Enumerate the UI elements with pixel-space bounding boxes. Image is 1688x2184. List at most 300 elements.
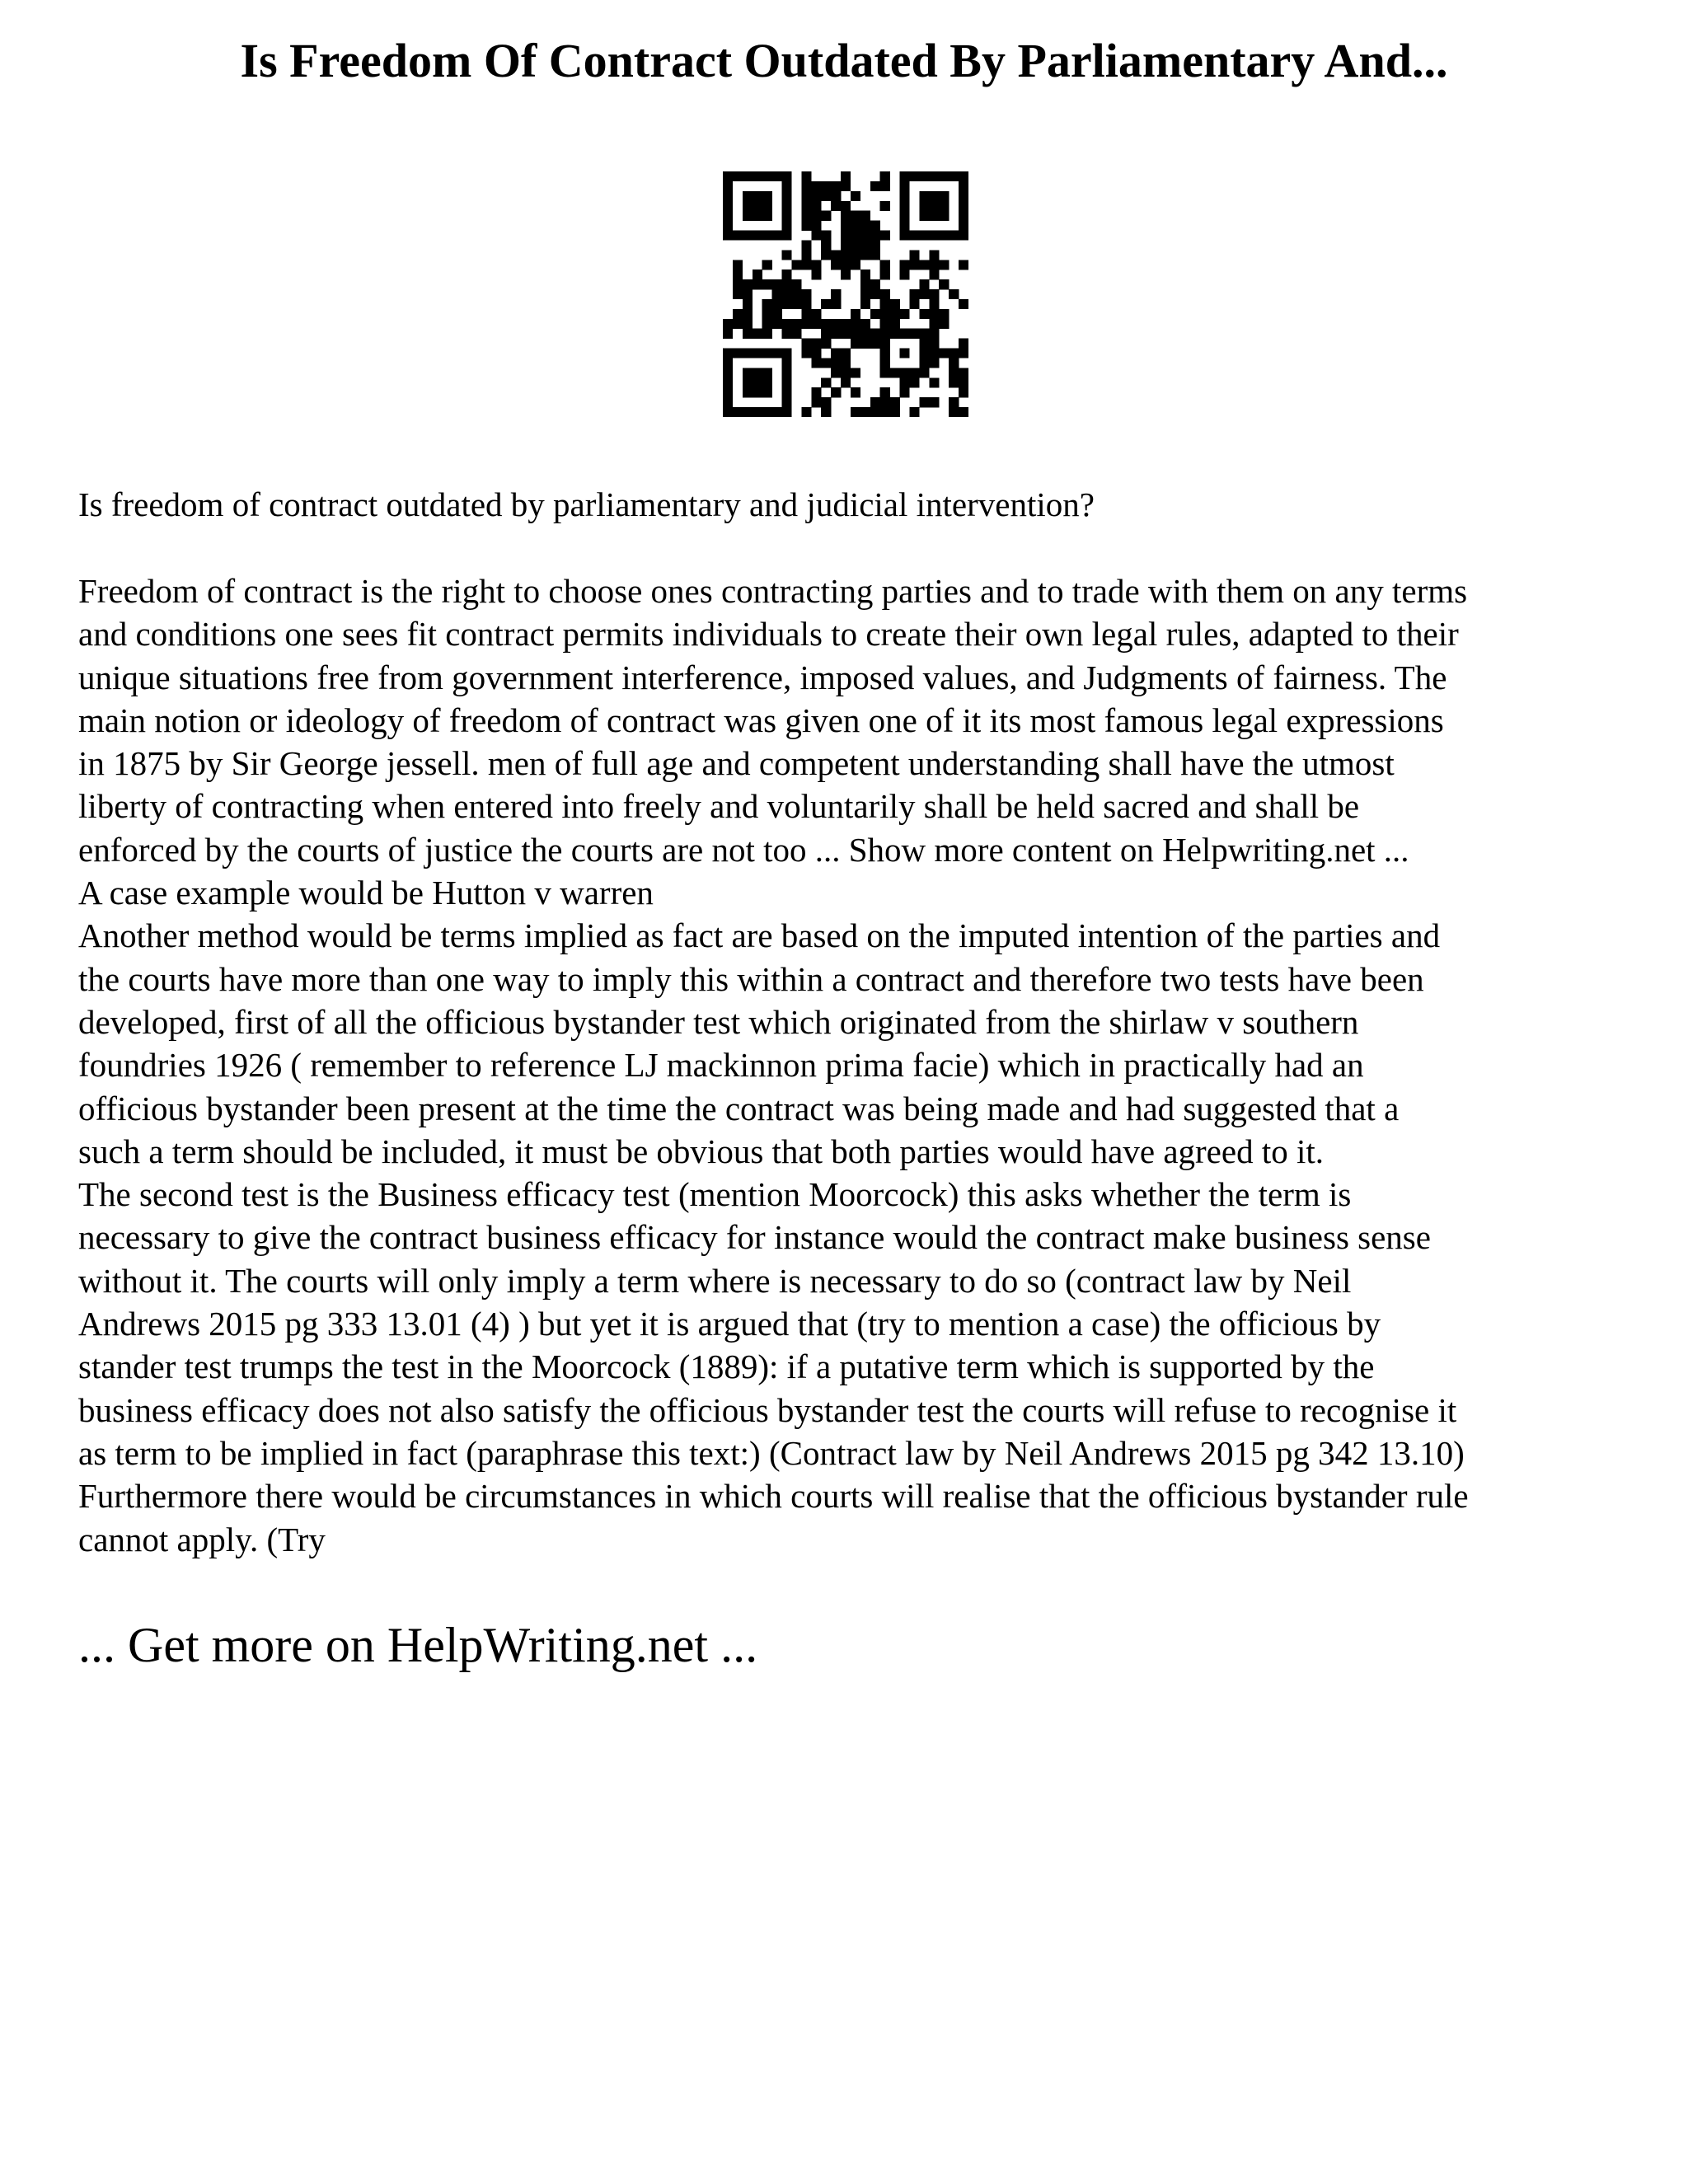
qr-module	[801, 260, 811, 269]
qr-module	[733, 260, 743, 269]
qr-module	[890, 368, 900, 377]
qr-module	[880, 387, 890, 397]
qr-module	[743, 309, 753, 319]
qr-module	[851, 339, 860, 349]
qr-module	[841, 358, 851, 368]
qr-module	[811, 260, 821, 269]
qr-module	[743, 377, 753, 387]
qr-module	[801, 211, 811, 221]
qr-module	[841, 349, 851, 359]
qr-module	[949, 368, 959, 377]
qr-module	[900, 231, 910, 241]
qr-module	[860, 231, 870, 241]
qr-module	[929, 339, 939, 349]
qr-module	[723, 319, 733, 329]
body-line: enforced by the courts of justice the courts are not too ... Show more content on Helpwriting.net ...	[78, 830, 1409, 869]
qr-module	[860, 329, 870, 339]
qr-module	[831, 349, 841, 359]
qr-module	[909, 231, 919, 241]
qr-module	[801, 309, 811, 319]
qr-module	[860, 211, 870, 221]
qr-module	[919, 397, 929, 407]
qr-module	[762, 387, 772, 397]
qr-module	[782, 358, 792, 368]
qr-module	[959, 377, 968, 387]
qr-module	[959, 191, 968, 201]
qr-module	[743, 201, 753, 211]
qr-module	[860, 250, 870, 260]
qr-module	[841, 171, 851, 181]
qr-module	[949, 289, 959, 299]
qr-module	[939, 191, 949, 201]
qr-module	[880, 319, 890, 329]
qr-module	[831, 289, 841, 299]
body-line: Andrews 2015 pg 333 13.01 (4) ) but yet it is argued that (try to mention a case) the officious by	[78, 1305, 1381, 1343]
body-line: such a term should be included, it must be obvious that both parties would have agreed to it.	[78, 1132, 1324, 1170]
qr-module	[723, 211, 733, 221]
qr-module	[811, 231, 821, 241]
qr-module	[772, 407, 782, 417]
qr-module	[753, 191, 762, 201]
body-line: without it. The courts will only imply a term where is necessary to do so (contract law by Neil	[78, 1261, 1352, 1300]
qr-module	[762, 349, 772, 359]
qr-module	[949, 377, 959, 387]
qr-module	[831, 299, 841, 309]
qr-module	[811, 387, 821, 397]
qr-module	[939, 260, 949, 269]
qr-module	[860, 269, 870, 279]
qr-module	[733, 279, 743, 289]
qr-module	[919, 289, 929, 299]
qr-module	[851, 387, 860, 397]
qr-module	[851, 250, 860, 260]
qr-module	[959, 221, 968, 231]
qr-module	[929, 319, 939, 329]
qr-module	[733, 309, 743, 319]
qr-module	[801, 240, 811, 250]
qr-module	[870, 250, 880, 260]
body-line: Another method would be terms implied as fact are based on the imputed intention of the parties and	[78, 916, 1441, 955]
qr-module	[870, 339, 880, 349]
qr-module	[909, 329, 919, 339]
qr-module	[959, 299, 968, 309]
qr-module	[919, 329, 929, 339]
qr-module	[959, 387, 968, 397]
qr-module	[743, 191, 753, 201]
qr-module	[880, 260, 890, 269]
qr-module	[851, 221, 860, 231]
qr-module	[831, 387, 841, 397]
qr-module	[753, 171, 762, 181]
qr-module	[762, 279, 772, 289]
qr-module	[782, 319, 792, 329]
qr-module	[811, 221, 821, 231]
qr-module	[929, 309, 939, 319]
qr-module	[723, 231, 733, 241]
qr-module	[929, 231, 939, 241]
qr-module	[929, 201, 939, 211]
qr-module	[851, 319, 860, 329]
qr-module	[801, 221, 811, 231]
body-line: The second test is the Business efficacy test (mention Moorcock) this asks whether the term is	[78, 1175, 1352, 1214]
qr-module	[811, 269, 821, 279]
qr-module	[782, 349, 792, 359]
qr-module	[860, 339, 870, 349]
qr-module	[762, 260, 772, 269]
qr-module	[782, 407, 792, 417]
qr-module	[743, 319, 753, 329]
qr-module	[791, 299, 801, 309]
body-line: business efficacy does not also satisfy the officious bystander test the courts will refuse to recognise it	[78, 1390, 1457, 1429]
document-title: Is Freedom Of Contract Outdated By Parliamentary And...	[240, 34, 1448, 87]
qr-module	[772, 231, 782, 241]
qr-module	[723, 171, 733, 181]
qr-module	[890, 299, 900, 309]
qr-module	[841, 260, 851, 269]
qr-module	[772, 349, 782, 359]
qr-module	[959, 339, 968, 349]
qr-module	[723, 349, 733, 359]
qr-module	[959, 231, 968, 241]
qr-module	[841, 250, 851, 260]
qr-module	[733, 231, 743, 241]
qr-module	[753, 377, 762, 387]
qr-module	[880, 269, 890, 279]
qr-module	[900, 211, 910, 221]
qr-module	[811, 211, 821, 221]
qr-module	[811, 349, 821, 359]
qr-module	[900, 329, 910, 339]
qr-module	[821, 407, 831, 417]
qr-module	[762, 211, 772, 221]
qr-module	[900, 201, 910, 211]
qr-module	[801, 349, 811, 359]
qr-module	[929, 171, 939, 181]
qr-module	[880, 397, 890, 407]
qr-module	[860, 279, 870, 289]
body-line: officious bystander been present at the time the contract was being made and had suggested that a	[78, 1089, 1400, 1127]
qr-module	[919, 339, 929, 349]
qr-module	[733, 319, 743, 329]
qr-module	[723, 191, 733, 201]
qr-module	[753, 279, 762, 289]
qr-module	[791, 279, 801, 289]
qr-module	[743, 289, 753, 299]
qr-module	[723, 407, 733, 417]
qr-module	[753, 211, 762, 221]
qr-module	[723, 377, 733, 387]
qr-module	[782, 397, 792, 407]
qr-module	[929, 211, 939, 221]
qr-module	[782, 231, 792, 241]
qr-module	[762, 319, 772, 329]
qr-module	[782, 269, 792, 279]
body-line: foundries 1926 ( remember to reference LJ mackinnon prima facie) which in practically had an	[78, 1046, 1364, 1085]
body-line: cannot apply. (Try	[78, 1520, 326, 1558]
qr-module	[841, 368, 851, 377]
qr-module	[811, 339, 821, 349]
qr-module	[791, 319, 801, 329]
qr-module	[909, 289, 919, 299]
qr-module	[743, 299, 753, 309]
qr-module	[831, 358, 841, 368]
body-line: developed, first of all the officious bystander test which originated from the shirlaw v southern	[78, 1002, 1359, 1041]
qr-module	[900, 191, 910, 201]
qr-module	[743, 349, 753, 359]
qr-module	[890, 319, 900, 329]
qr-module	[851, 407, 860, 417]
qr-module	[831, 260, 841, 269]
qr-module	[870, 181, 880, 191]
qr-module	[801, 289, 811, 299]
qr-module	[841, 329, 851, 339]
qr-module	[723, 329, 733, 339]
qr-module	[880, 171, 890, 181]
qr-module	[880, 201, 890, 211]
qr-module	[821, 397, 831, 407]
qr-module	[753, 329, 762, 339]
qr-module	[753, 201, 762, 211]
qr-module	[723, 221, 733, 231]
body-line: stander test trumps the test in the Moorcock (1889): if a putative term which is supported by the	[78, 1347, 1375, 1386]
qr-module	[762, 231, 772, 241]
qr-module	[772, 319, 782, 329]
qr-module	[909, 171, 919, 181]
qr-module	[860, 407, 870, 417]
qr-module	[733, 289, 743, 299]
qr-module	[753, 349, 762, 359]
qr-module	[743, 279, 753, 289]
qr-module	[851, 211, 860, 221]
qr-module	[762, 377, 772, 387]
qr-module	[851, 309, 860, 319]
qr-module	[782, 279, 792, 289]
qr-module	[762, 329, 772, 339]
qr-module	[929, 250, 939, 260]
essay-body	[78, 569, 1628, 1561]
body-line: unique situations free from government interference, imposed values, and Judgments of fairness. The	[78, 658, 1447, 696]
qr-module	[831, 181, 841, 191]
qr-module	[782, 387, 792, 397]
qr-module	[890, 407, 900, 417]
qr-module	[939, 319, 949, 329]
qr-module	[851, 231, 860, 241]
qr-module	[919, 191, 929, 201]
qr-module	[851, 368, 860, 377]
qr-module	[860, 319, 870, 329]
qr-module	[831, 201, 841, 211]
get-more-link[interactable]: ... Get more on HelpWriting.net ...	[78, 1618, 758, 1672]
qr-module	[949, 407, 959, 417]
qr-module	[811, 181, 821, 191]
qr-module	[959, 201, 968, 211]
qr-module	[900, 269, 910, 279]
qr-module	[841, 211, 851, 221]
body-line: as term to be implied in fact (paraphrase this text:) (Contract law by Neil Andrews 2015 pg 342 13.10)	[78, 1433, 1465, 1472]
qr-module	[811, 201, 821, 211]
qr-module	[782, 250, 792, 260]
qr-module	[851, 240, 860, 250]
qr-module	[900, 387, 910, 397]
qr-module	[801, 171, 811, 181]
qr-module	[821, 358, 831, 368]
qr-code-graphic	[723, 171, 968, 417]
qr-module	[723, 201, 733, 211]
qr-module	[880, 231, 890, 241]
qr-module	[880, 309, 890, 319]
qr-module	[929, 329, 939, 339]
qr-module	[949, 231, 959, 241]
qr-module	[949, 397, 959, 407]
qr-module	[841, 269, 851, 279]
qr-module	[890, 329, 900, 339]
qr-module	[929, 358, 939, 368]
qr-module	[821, 250, 831, 260]
qr-module	[860, 289, 870, 299]
qr-module	[870, 221, 880, 231]
qr-module	[811, 358, 821, 368]
qr-module	[900, 260, 910, 269]
qr-module	[880, 407, 890, 417]
qr-module	[733, 171, 743, 181]
qr-module	[870, 309, 880, 319]
qr-module	[743, 407, 753, 417]
body-line: in 1875 by Sir George jessell. men of full age and competent understanding shall have the utmost	[78, 744, 1395, 783]
qr-module	[772, 299, 782, 309]
qr-module	[723, 181, 733, 191]
qr-module	[801, 191, 811, 201]
qr-module	[890, 397, 900, 407]
qr-module	[919, 211, 929, 221]
qr-module	[919, 358, 929, 368]
qr-module	[860, 299, 870, 309]
qr-module	[949, 349, 959, 359]
body-line: main notion or ideology of freedom of contract was given one of it its most famous legal expressions	[78, 701, 1444, 739]
qr-module	[880, 358, 890, 368]
qr-module	[791, 329, 801, 339]
qr-module	[959, 260, 968, 269]
qr-module	[939, 279, 949, 289]
qr-module	[782, 171, 792, 181]
qr-module	[831, 319, 841, 329]
qr-code-icon	[723, 171, 968, 417]
qr-module	[900, 368, 910, 377]
qr-module	[831, 368, 841, 377]
qr-module	[831, 191, 841, 201]
body-line: Freedom of contract is the right to choose ones contracting parties and to trade with them on any terms	[78, 572, 1468, 610]
qr-module	[753, 368, 762, 377]
qr-module	[782, 191, 792, 201]
qr-module	[959, 181, 968, 191]
qr-module	[949, 358, 959, 368]
qr-module	[831, 250, 841, 260]
qr-module	[880, 329, 890, 339]
qr-module	[772, 309, 782, 319]
qr-module	[743, 171, 753, 181]
qr-module	[870, 397, 880, 407]
qr-module	[821, 231, 831, 241]
qr-module	[900, 181, 910, 191]
qr-module	[900, 349, 910, 359]
qr-module	[860, 221, 870, 231]
qr-module	[929, 349, 939, 359]
qr-module	[919, 201, 929, 211]
qr-module	[890, 309, 900, 319]
qr-module	[900, 221, 910, 231]
qr-module	[782, 299, 792, 309]
qr-module	[959, 407, 968, 417]
qr-module	[851, 260, 860, 269]
qr-module	[851, 329, 860, 339]
qr-module	[939, 171, 949, 181]
qr-module	[929, 191, 939, 201]
qr-module	[762, 407, 772, 417]
qr-module	[753, 269, 762, 279]
qr-module	[733, 269, 743, 279]
qr-module	[841, 201, 851, 211]
qr-module	[959, 349, 968, 359]
qr-module	[743, 329, 753, 339]
qr-module	[723, 368, 733, 377]
qr-module	[753, 387, 762, 397]
qr-module	[880, 339, 890, 349]
qr-module	[762, 171, 772, 181]
qr-module	[821, 181, 831, 191]
body-line: necessary to give the contract business efficacy for instance would the contract make business sense	[78, 1218, 1431, 1257]
qr-module	[782, 181, 792, 191]
qr-module	[939, 349, 949, 359]
qr-module	[801, 339, 811, 349]
qr-module	[733, 407, 743, 417]
body-line: and conditions one sees fit contract permits individuals to create their own legal rules, adapted to their	[78, 615, 1459, 654]
qr-module	[870, 289, 880, 299]
qr-module	[939, 201, 949, 211]
qr-module	[811, 319, 821, 329]
qr-module	[723, 358, 733, 368]
qr-module	[929, 397, 939, 407]
qr-module	[959, 171, 968, 181]
qr-module	[753, 407, 762, 417]
qr-module	[743, 211, 753, 221]
qr-module	[801, 201, 811, 211]
qr-module	[919, 260, 929, 269]
qr-module	[880, 289, 890, 299]
qr-module	[909, 250, 919, 260]
qr-module	[900, 377, 910, 387]
qr-module	[841, 231, 851, 241]
qr-module	[900, 309, 910, 319]
qr-module	[762, 299, 772, 309]
qr-module	[919, 349, 929, 359]
qr-module	[723, 387, 733, 397]
qr-module	[801, 181, 811, 191]
qr-module	[743, 387, 753, 397]
qr-module	[753, 231, 762, 241]
qr-module	[870, 231, 880, 241]
qr-module	[801, 250, 811, 260]
qr-module	[919, 171, 929, 181]
qr-module	[880, 349, 890, 359]
essay-question: Is freedom of contract outdated by parliamentary and judicial intervention?	[78, 485, 1095, 523]
qr-module	[772, 171, 782, 181]
qr-module	[929, 299, 939, 309]
qr-module	[939, 309, 949, 319]
qr-module	[782, 377, 792, 387]
qr-module	[782, 368, 792, 377]
qr-module	[821, 377, 831, 387]
qr-module	[811, 397, 821, 407]
qr-module	[801, 407, 811, 417]
